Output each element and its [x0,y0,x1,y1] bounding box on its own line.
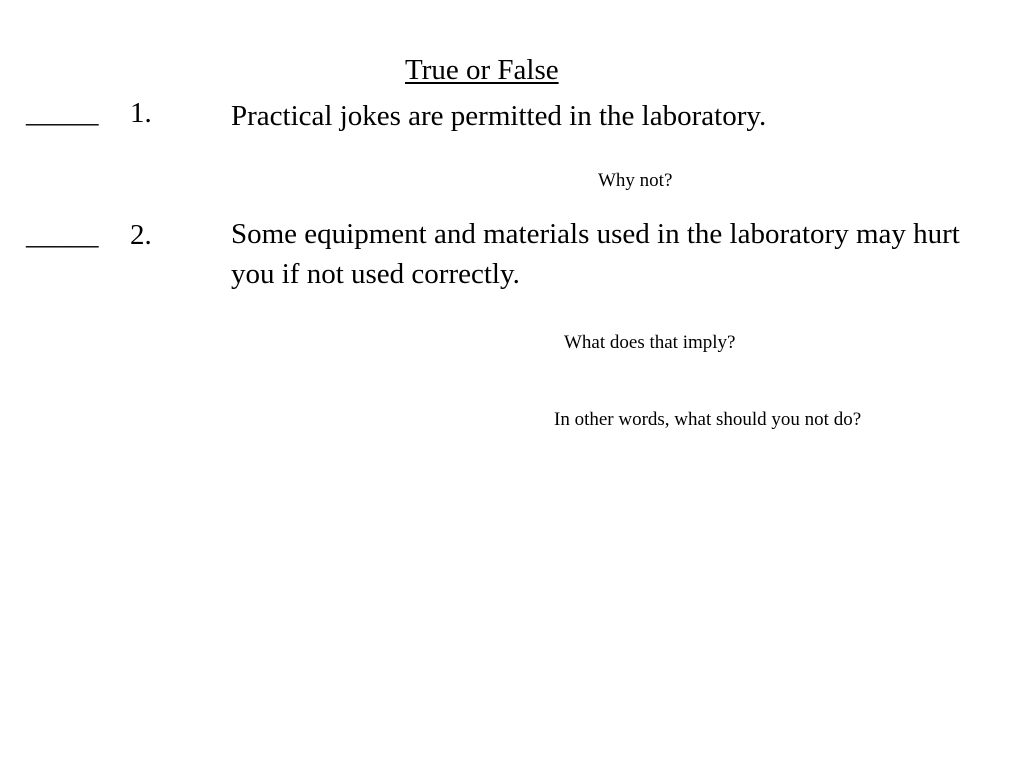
question-statement-2: Some equipment and materials used in the laboratory may hurt you if not used correctly. [231,218,960,290]
answer-blank-1[interactable]: _____ [26,97,99,129]
follow-up-prompt-2: What does that imply? [564,332,736,353]
follow-up-prompt-1: Why not? [598,170,673,191]
question-number-1: 1. [130,97,152,129]
follow-up-prompt-3: In other words, what should you not do? [554,409,862,430]
question-number-2: 2. [130,219,152,251]
page-title: True or False [405,54,559,86]
answer-blank-2[interactable]: _____ [26,219,99,251]
question-statement-1: Practical jokes are permitted in the laboratory. [231,100,767,132]
